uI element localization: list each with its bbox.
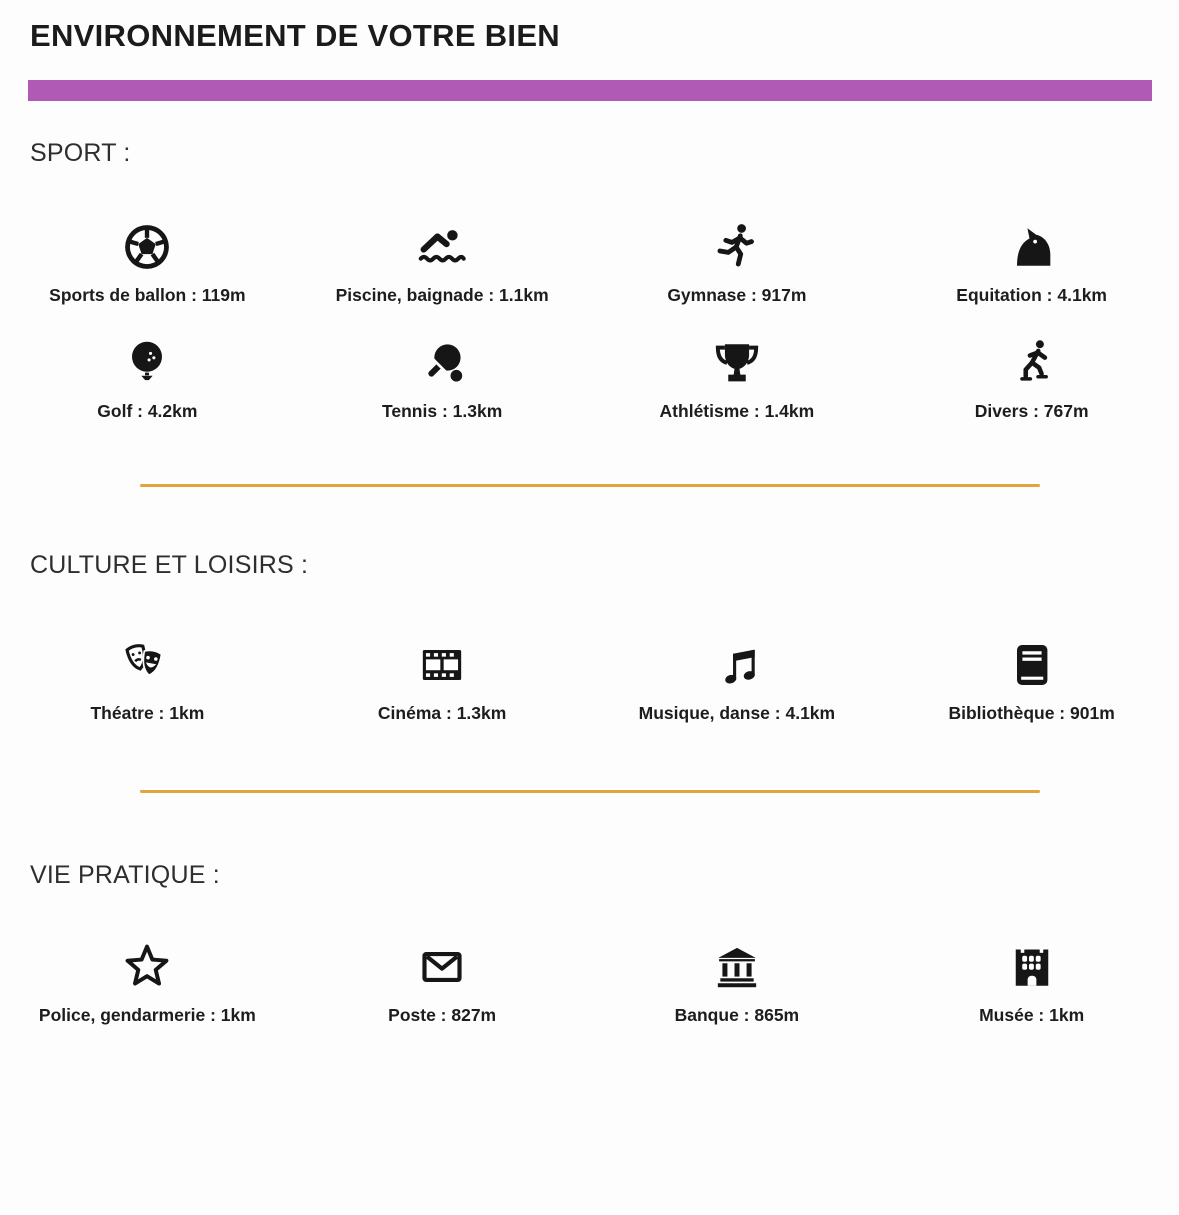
amenity-label: Banque : 865m xyxy=(674,1005,800,1025)
amenity-label: Musique, danse : 4.1km xyxy=(638,703,836,723)
bank-icon xyxy=(712,940,762,992)
museum-building-icon xyxy=(1007,940,1057,992)
amenity-item xyxy=(0,220,295,306)
amenity-label: Poste : 827m xyxy=(388,1005,497,1025)
section-heading-sport: SPORT : xyxy=(30,139,131,167)
trophy-icon xyxy=(712,336,762,388)
runner-icon xyxy=(712,220,762,272)
amenity-label: Gymnase : 917m xyxy=(667,285,807,305)
amenity-item xyxy=(884,336,1179,422)
amenity-label: Tennis : 1.3km xyxy=(381,401,503,421)
ice-skater-icon xyxy=(1007,336,1057,388)
amenity-item xyxy=(590,638,885,724)
section-separator xyxy=(140,790,1040,793)
film-strip-icon xyxy=(417,638,467,690)
theater-masks-icon xyxy=(122,638,172,690)
amenity-item xyxy=(884,220,1179,306)
amenity-item xyxy=(295,220,590,306)
star-icon xyxy=(122,940,172,992)
table-tennis-icon xyxy=(417,336,467,388)
amenity-grid-culture xyxy=(0,638,1179,724)
amenity-label: Police, gendarmerie : 1km xyxy=(38,1005,256,1025)
amenity-grid-sport xyxy=(0,220,1179,422)
amenity-label: Piscine, baignade : 1.1km xyxy=(335,285,549,305)
section-separator xyxy=(140,484,1040,487)
amenity-label: Equitation : 4.1km xyxy=(956,285,1107,305)
horse-head-icon xyxy=(1007,220,1057,272)
amenity-item xyxy=(295,336,590,422)
amenity-item xyxy=(0,336,295,422)
amenity-label: Divers : 767m xyxy=(974,401,1089,421)
amenity-item xyxy=(0,638,295,724)
amenity-label: Bibliothèque : 901m xyxy=(948,703,1115,723)
amenity-label: Théatre : 1km xyxy=(90,703,205,723)
book-icon xyxy=(1007,638,1057,690)
amenity-item xyxy=(295,940,590,1026)
section-heading-vie-pratique: VIE PRATIQUE : xyxy=(30,861,220,889)
amenity-item xyxy=(0,940,295,1026)
amenity-item xyxy=(590,336,885,422)
amenity-item xyxy=(590,940,885,1026)
amenity-item xyxy=(590,220,885,306)
amenity-grid-vie-pratique xyxy=(0,940,1179,1026)
amenity-item xyxy=(884,940,1179,1026)
envelope-icon xyxy=(417,940,467,992)
amenity-label: Golf : 4.2km xyxy=(97,401,198,421)
section-heading-culture: CULTURE ET LOISIRS : xyxy=(30,551,309,579)
amenity-label: Musée : 1km xyxy=(979,1005,1085,1025)
amenity-label: Cinéma : 1.3km xyxy=(377,703,507,723)
swimmer-icon xyxy=(417,220,467,272)
music-note-icon xyxy=(712,638,762,690)
accent-bar xyxy=(28,80,1152,101)
amenity-label: Athlétisme : 1.4km xyxy=(659,401,815,421)
page-title: ENVIRONNEMENT DE VOTRE BIEN xyxy=(30,18,560,53)
amenity-item xyxy=(884,638,1179,724)
soccer-ball-icon xyxy=(122,220,172,272)
amenity-item xyxy=(295,638,590,724)
amenity-label: Sports de ballon : 119m xyxy=(49,285,246,305)
golf-ball-icon xyxy=(122,336,172,388)
